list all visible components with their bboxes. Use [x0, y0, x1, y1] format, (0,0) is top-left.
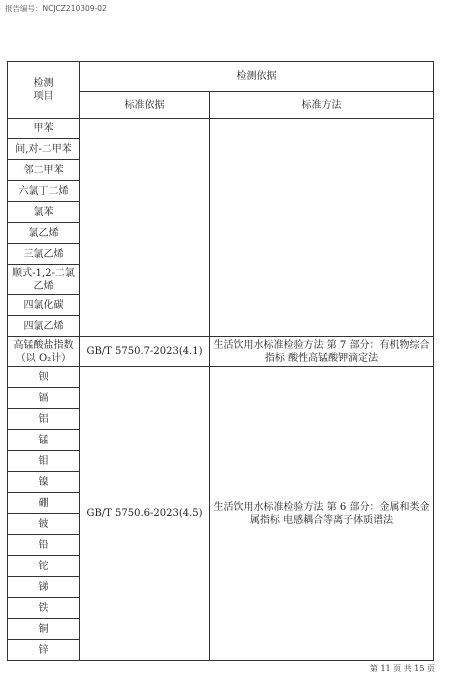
test-item: 锰: [8, 430, 80, 451]
table-body: [8, 62, 434, 661]
test-item: 六氯丁二烯: [8, 181, 80, 202]
test-item: 铜: [8, 619, 80, 640]
test-item: 钼: [8, 451, 80, 472]
test-item: 镉: [8, 388, 80, 409]
detection-table: [7, 61, 434, 661]
test-item: 铍: [8, 514, 80, 535]
test-item: 氯乙烯: [8, 223, 80, 244]
test-item: 铝: [8, 409, 80, 430]
test-item: 铅: [8, 535, 80, 556]
test-item: 间,对-二甲苯: [8, 139, 80, 160]
test-item: 顺式-1,2-二氯乙烯: [8, 265, 80, 295]
standard-method: [210, 119, 434, 337]
standard-method: 生活饮用水标准检验方法 第 7 部分：有机物综合指标 酸性高锰酸钾滴定法: [210, 337, 434, 367]
table-row: [8, 367, 434, 388]
test-item: 高锰酸盐指数（以 O₂计）: [8, 337, 80, 367]
report-number: 报告编号：NCJCZ210309-02: [5, 4, 107, 13]
test-item: 邻二甲苯: [8, 160, 80, 181]
standard-basis: [80, 119, 210, 337]
table-row: [8, 119, 434, 139]
standard-method: 生活饮用水标准检验方法 第 6 部分：金属和类金属指标 电感耦合等离子体质谱法: [210, 367, 434, 661]
col-header-method: 标准方法: [210, 92, 434, 119]
col-header-item: 检测 项目: [8, 62, 80, 119]
test-item: 三氯乙烯: [8, 244, 80, 265]
page-number: 第 11 页 共 15 页: [369, 664, 435, 673]
standard-basis: GB/T 5750.7-2023(4.1): [80, 337, 210, 367]
test-item: 锌: [8, 640, 80, 661]
test-item: 锑: [8, 577, 80, 598]
test-item: 四氯乙烯: [8, 316, 80, 337]
header-row-1: [8, 62, 434, 92]
test-item: 镍: [8, 472, 80, 493]
col-header-basis: 检测依据: [80, 62, 434, 92]
col-header-standard: 标准依据: [80, 92, 210, 119]
test-item: 铁: [8, 598, 80, 619]
test-item: 钡: [8, 367, 80, 388]
standard-basis: GB/T 5750.6-2023(4.5): [80, 367, 210, 661]
test-item: 四氯化碳: [8, 295, 80, 316]
test-item: 铊: [8, 556, 80, 577]
test-item: 硼: [8, 493, 80, 514]
test-item: 甲苯: [8, 119, 80, 139]
test-item: 氯苯: [8, 202, 80, 223]
table-row: [8, 337, 434, 367]
